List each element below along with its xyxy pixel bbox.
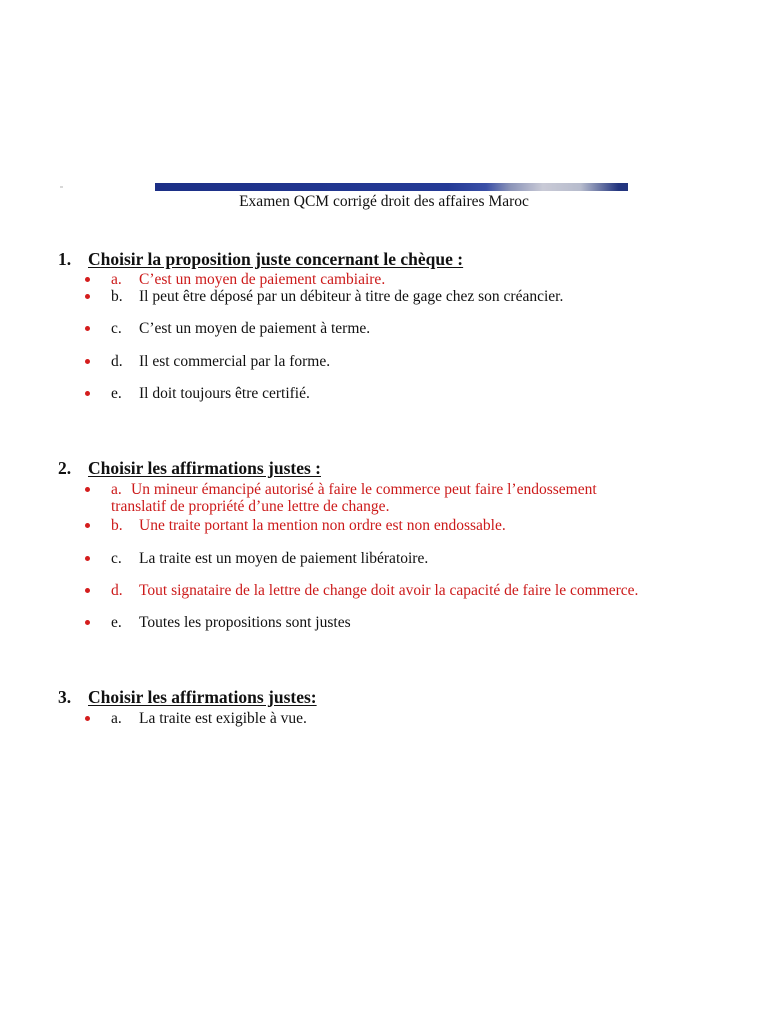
- option-letter: e.: [111, 614, 122, 631]
- option-text: Il doit toujours être certifié.: [139, 385, 310, 402]
- option-text: Toutes les propositions sont justes: [139, 614, 351, 631]
- option-text: C’est un moyen de paiement à terme.: [139, 320, 371, 337]
- question-text: Choisir la proposition juste concernant le chèque :: [88, 249, 464, 269]
- option-letter: e.: [111, 385, 122, 402]
- question-text: Choisir les affirmations justes:: [88, 687, 317, 707]
- question-number: 2.: [58, 458, 72, 478]
- option-text: Il peut être déposé par un débiteur à titre de gage chez son créancier.: [139, 288, 564, 305]
- bullet-icon: [85, 523, 90, 528]
- question-1-heading: [58, 249, 463, 270]
- option-text: C’est un moyen de paiement cambiaire.: [139, 271, 386, 288]
- option-letter: a.: [111, 271, 122, 288]
- option-text: Un mineur émancipé autorisé à faire le commerce peut faire l’endossement: [131, 481, 597, 498]
- bullet-icon: [85, 620, 90, 625]
- bullet-icon: [85, 556, 90, 561]
- option-letter: b.: [111, 288, 123, 305]
- question-number: 1.: [58, 249, 72, 269]
- bullet-icon: [85, 487, 90, 492]
- option-letter: d.: [111, 353, 123, 370]
- option-letter: a.: [111, 710, 122, 727]
- question-number: 3.: [58, 687, 72, 707]
- banner-artifact: [60, 186, 63, 188]
- question-2-heading: [58, 458, 321, 479]
- option-letter: b.: [111, 517, 123, 534]
- option-text: La traite est exigible à vue.: [139, 710, 307, 727]
- option-letter: a.: [111, 481, 122, 498]
- bullet-icon: [85, 588, 90, 593]
- document-title: Examen QCM corrigé droit des affaires Maroc: [239, 193, 529, 210]
- option-text: Une traite portant la mention non ordre est non endossable.: [139, 517, 506, 534]
- bullet-icon: [85, 359, 90, 364]
- question-3-heading: [58, 687, 317, 708]
- option-letter: d.: [111, 582, 123, 599]
- option-letter: c.: [111, 320, 122, 337]
- q2-option-a-continuation: translatif de propriété d’une lettre de change.: [111, 498, 390, 515]
- option-text: La traite est un moyen de paiement libératoire.: [139, 550, 429, 567]
- option-text: Tout signataire de la lettre de change doit avoir la capacité de faire le commerce.: [139, 582, 639, 599]
- header-banner-image: [155, 183, 628, 191]
- bullet-icon: [85, 294, 90, 299]
- bullet-icon: [85, 277, 90, 282]
- bullet-icon: [85, 391, 90, 396]
- option-letter: c.: [111, 550, 122, 567]
- bullet-icon: [85, 716, 90, 721]
- question-text: Choisir les affirmations justes :: [88, 458, 321, 478]
- bullet-icon: [85, 326, 90, 331]
- option-text: Il est commercial par la forme.: [139, 353, 331, 370]
